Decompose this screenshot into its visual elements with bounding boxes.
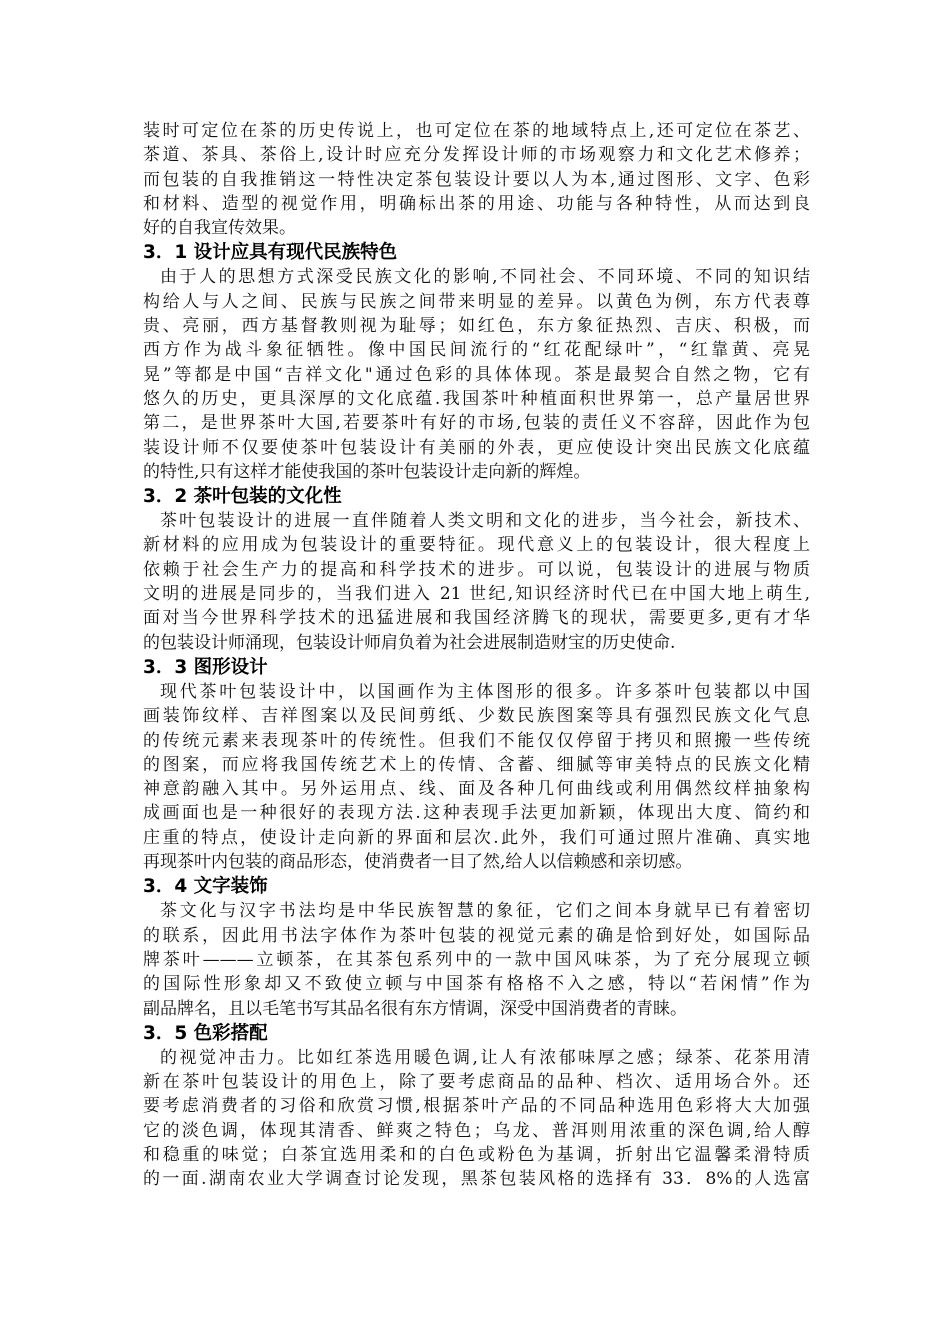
paragraph-line: 西方作为战斗象征牺牲。像中国民间流行的“红花配绿叶”，“红靠黄、亮晃: [143, 340, 810, 361]
paragraph-line: 它的淡色调，体现其清香、鲜爽之特色；乌龙、普洱则用浓重的深色调,给人醇: [143, 1120, 810, 1141]
section-paragraph-3-2: [143, 509, 810, 655]
intro-paragraph: [143, 119, 810, 240]
paragraph-line: 再现茶叶内包装的商品形态，使消费者一目了然,给人以信赖感和亲切感。: [143, 852, 693, 873]
paragraph-line: 第二，是世界茶叶大国,若要茶叶有好的市场,包装的责任义不容辞，因此作为包: [143, 413, 810, 434]
paragraph-line: 装设计师不仅要使茶叶包装设计有美丽的外表，更应使设计突出民族文化底蕴: [143, 437, 810, 458]
section-paragraph-3-5: [143, 1046, 810, 1192]
paragraph-line: 而包装的自我推销这一特性决定茶包装设计要以人为本,通过图形、文字、色彩: [143, 169, 810, 190]
section-paragraph-3-4: [143, 899, 810, 1020]
paragraph-line: 的图案，而应将我国传统艺术上的传情、含蓄、细腻等审美特点的民族文化精: [143, 754, 810, 775]
paragraph-line: 构给人与人之间、民族与民族之间带来明显的差异。以黄色为例，东方代表尊: [143, 291, 810, 312]
paragraph-line: 装时可定位在茶的历史传说上，也可定位在茶的地域特点上,还可定位在茶艺、: [143, 121, 810, 141]
paragraph-line: 要考虑消费者的习俗和欣赏习惯,根据茶叶产品的不同品种选用色彩将大大加强: [143, 1096, 810, 1117]
paragraph-line: 由于人的思想方式深受民族文化的影响,不同社会、不同环境、不同的知识结: [160, 267, 810, 288]
paragraph-line: 新在茶叶包装设计的用色上，除了要考虑商品的品种、档次、适用场合外。还: [143, 1072, 810, 1093]
paragraph-line: 庄重的特点，使设计走向新的界面和层次.此外，我们可通过照片准确、真实地: [143, 827, 810, 848]
paragraph-line: 的一面.湖南农业大学调查讨论发现，黑茶包装风格的选择有 33．8%的人选富: [143, 1169, 810, 1190]
section-paragraph-3-3: [143, 680, 810, 874]
paragraph-line: 依赖于社会生产力的提高和科学技术的进步。可以说，包装设计的进展与物质: [143, 559, 810, 580]
paragraph-line: 现代茶叶包装设计中，以国画作为主体图形的很多。许多茶叶包装都以中国: [160, 681, 810, 702]
section-heading-3-1: 3．1 设计应具有现代民族特色: [143, 242, 398, 264]
document-body: [143, 119, 810, 1192]
paragraph-line: 面对当今世界科学技术的迅猛进展和我国经济腾飞的现状，需要更多,更有才华: [143, 608, 810, 629]
paragraph-line: 成画面也是一种很好的表现方法.这种表现手法更加新颖，体现出大度、简约和: [143, 803, 810, 824]
section-heading-3-2: 3．2 茶叶包装的文化性: [143, 486, 342, 508]
paragraph-line: 副品牌名，且以毛笔书写其品名很有东方情调，深受中国消费者的青睐。: [143, 998, 687, 1019]
paragraph-line: 贵、亮丽，西方基督教则视为耻辱；如红色，东方象征热烈、吉庆、积极，而: [143, 316, 810, 337]
paragraph-line: 和材料、造型的视觉作用，明确标出茶的用途、功能与各种特性，从而达到良: [143, 193, 810, 214]
paragraph-line: 茶文化与汉字书法均是中华民族智慧的象征，它们之间本身就早已有着密切: [160, 901, 810, 922]
paragraph-line: 的视觉冲击力。比如红茶选用暖色调,让人有浓郁味厚之感；绿茶、花茶用清: [160, 1047, 810, 1068]
paragraph-line: 的包装设计师涌现，包装设计师肩负着为社会进展制造财宝的历史使命.: [143, 632, 676, 653]
section-paragraph-3-1: [143, 265, 810, 484]
section-heading-3-4: 3．4 文字装饰: [143, 876, 268, 898]
paragraph-line: 的国际性形象却又不致使立顿与中国茶有格格不入之感，特以“若闲情”作为: [143, 974, 810, 995]
paragraph-line: 神意韵融入其中。另外运用点、线、面及各种几何曲线或利用偶然纹样抽象构: [143, 779, 810, 800]
paragraph-line: 新材料的应用成为包装设计的重要特征。现代意义上的包装设计，很大程度上: [143, 535, 810, 556]
paragraph-line: 晃”等都是中国“吉祥文化"通过色彩的具体体现。茶是最契合自然之物，它有: [143, 364, 810, 385]
paragraph-line: 茶道、茶具、茶俗上,设计时应充分发挥设计师的市场观察力和文化艺术修养；: [143, 145, 810, 166]
paragraph-line: 画装饰纹样、吉祥图案以及民间剪纸、少数民族图案等具有强烈民族文化气息: [143, 706, 810, 727]
paragraph-line: 和稳重的味觉；白茶宜选用柔和的白色或粉色为基调，折射出它温馨柔滑特质: [143, 1144, 810, 1165]
section-heading-3-3: 3．3 图形设计: [143, 656, 268, 678]
section-heading-3-5: 3．5 色彩搭配: [143, 1022, 268, 1044]
paragraph-line: 的传统元素来表现茶叶的传统性。但我们不能仅仅停留于拷贝和照搬一些传统: [143, 730, 810, 751]
paragraph-line: 茶叶包装设计的进展一直伴随着人类文明和文化的进步，当今社会，新技术、: [160, 511, 810, 532]
paragraph-line: 的特性,只有这样才能使我国的茶叶包装设计走向新的辉煌。: [143, 461, 591, 482]
paragraph-line: 牌茶叶———立顿茶，在其茶包系列中的一款中国风味茶，为了充分展现立顿: [143, 949, 810, 970]
paragraph-line: 好的自我宣传效果。: [143, 218, 296, 239]
paragraph-line: 的联系，因此用书法字体作为茶叶包装的视觉元素的确是恰到好处，如国际品: [143, 925, 810, 946]
paragraph-line: 文明的进展是同步的，当我们进入 21 世纪,知识经济时代已在中国大地上萌生,: [143, 584, 810, 605]
paragraph-line: 悠久的历史，更具深厚的文化底蕴.我国茶叶种植面积世界第一，总产量居世界: [143, 388, 810, 409]
